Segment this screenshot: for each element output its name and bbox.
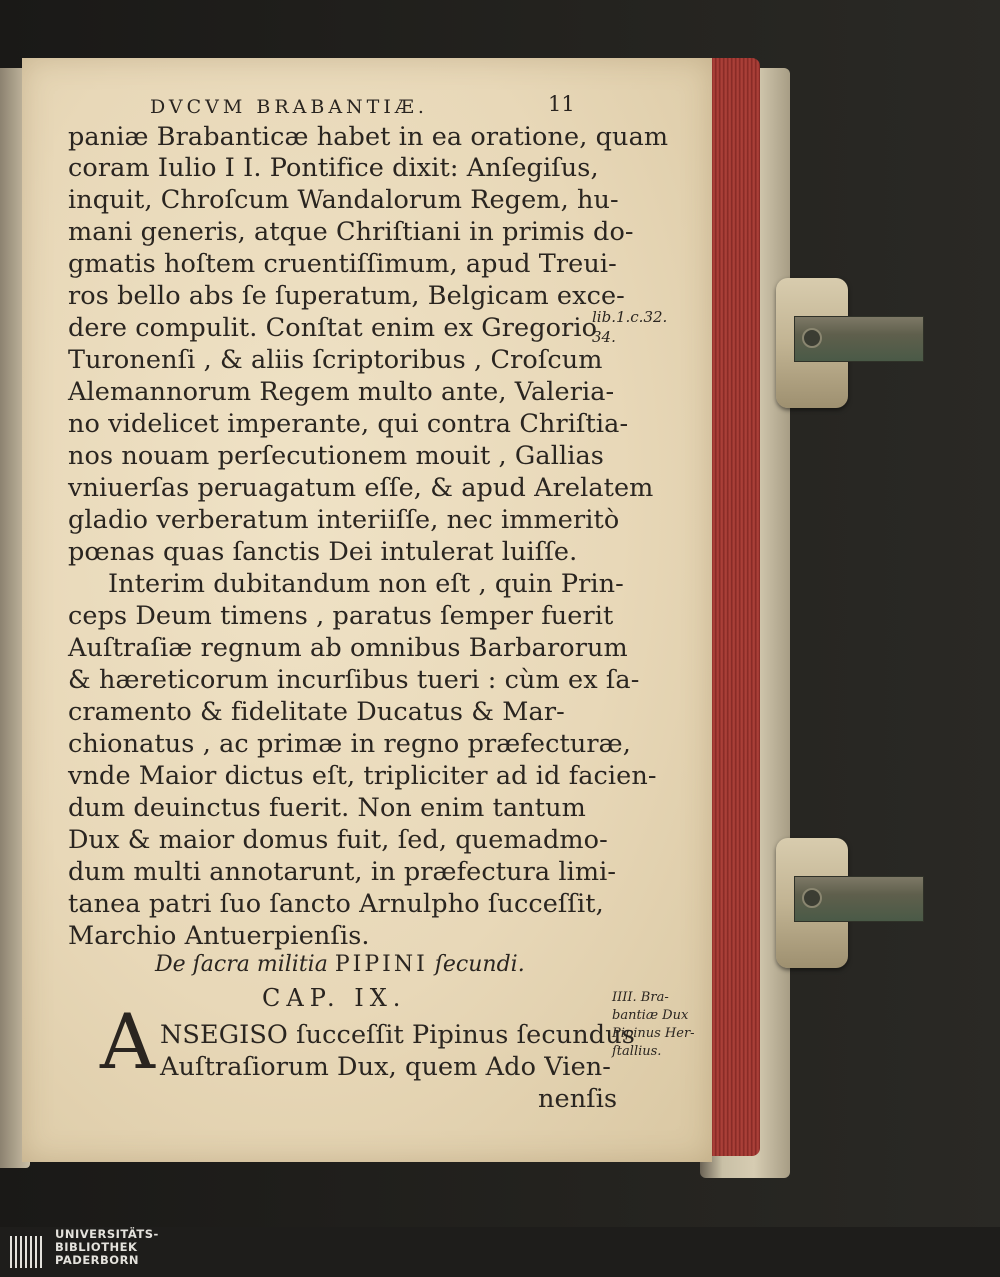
bottom-clasp	[776, 838, 926, 968]
margin-note-line: 34.	[592, 328, 616, 346]
top-clasp	[776, 278, 926, 408]
library-logo-icon	[8, 1232, 48, 1272]
library-name-line: BIBLIOTHEK	[55, 1240, 138, 1254]
margin-note-line: bantiæ Dux	[612, 1008, 689, 1023]
running-head: DVCVM BRABANTIÆ.	[150, 96, 428, 118]
drop-capital: A	[100, 997, 155, 1086]
text-line: dum multi annotarunt, in præfectura limi-	[68, 857, 617, 887]
text-line: chionatus , ac primæ in regno præfecturæ,	[68, 729, 631, 759]
margin-note-line: IIII. Bra-	[612, 990, 669, 1005]
text-line: Dux & maior domus fuit, ſed, quemadmo-	[68, 825, 608, 855]
margin-note-line: Pipinus Her-	[612, 1026, 695, 1041]
text-line: Interim dubitandum non eſt , quin Prin-	[108, 569, 624, 599]
text-line: & hæreticorum incurſibus tueri : cùm ex ſa-	[68, 665, 640, 695]
text-line: gmatis hoſtem cruentiſſimum, apud Treui-	[68, 249, 617, 279]
text-line: gladio verberatum interiiſſe, nec immeritò	[68, 505, 620, 535]
text-line: Marchio Antuerpienſis.	[68, 921, 370, 951]
section-heading-part: De ſacra militia	[155, 952, 328, 977]
text-line: inquit, Chroſcum Wandalorum Regem, hu-	[68, 185, 619, 215]
text-line: coram Iulio I I. Pontifice dixit: Anſegiſus,	[68, 153, 599, 183]
text-line: Alemannorum Regem multo ante, Valeria-	[68, 377, 615, 407]
library-name-line: UNIVERSITÄTS-	[55, 1227, 159, 1241]
clasp-rivet	[802, 328, 822, 348]
text-line: NSEGISO ſucceſſit Pipinus ſecundus	[160, 1020, 635, 1050]
section-heading	[155, 952, 525, 977]
library-name	[55, 1228, 159, 1267]
clasp-rivet	[802, 888, 822, 908]
chapter-label: CAP. IX.	[262, 984, 407, 1012]
text-line: no videlicet imperante, qui contra Chriſtia-	[68, 409, 629, 439]
text-line: Turonenſi , & aliis ſcriptoribus , Croſcum	[68, 345, 603, 375]
text-line: Auſtraſiorum Dux, quem Ado Vien-	[160, 1052, 611, 1082]
section-heading-part: ſecundi.	[434, 952, 525, 977]
text-line: ros bello abs ſe ſuperatum, Belgicam exce-	[68, 281, 625, 311]
text-line: pœnas quas ſanctis Dei intulerat luiſſe.	[68, 537, 578, 567]
text-line: tanea patri ſuo ſancto Arnulpho ſucceſſit,	[68, 889, 604, 919]
text-line: vnde Maior dictus eſt, tripliciter ad id facien-	[68, 761, 657, 791]
text-line: ceps Deum timens , paratus ſemper fuerit	[68, 601, 614, 631]
text-line: paniæ Brabanticæ habet in ea oratione, quam	[68, 122, 669, 152]
margin-note-line: ſtallius.	[612, 1044, 662, 1059]
text-line: cramento & fidelitate Ducatus & Mar-	[68, 697, 565, 727]
library-name-line: PADERBORN	[55, 1253, 140, 1267]
text-line: dere compulit. Conſtat enim ex Gregorio	[68, 313, 598, 343]
margin-note-line: lib.1.c.32.	[592, 308, 668, 326]
page-number: 11	[548, 92, 575, 116]
text-line: mani generis, atque Chriſtiani in primis do-	[68, 217, 634, 247]
catchword: nenſis	[538, 1084, 618, 1114]
text-line: Auſtraſiæ regnum ab omnibus Barbarorum	[68, 633, 628, 663]
text-line: dum deuinctus fuerit. Non enim tantum	[68, 793, 586, 823]
text-line: vniuerſas peruagatum eſſe, & apud Arelatem	[68, 473, 654, 503]
text-line: nos nouam perſecutionem mouit , Gallias	[68, 441, 604, 471]
section-heading-part: PIPINI	[334, 952, 428, 977]
